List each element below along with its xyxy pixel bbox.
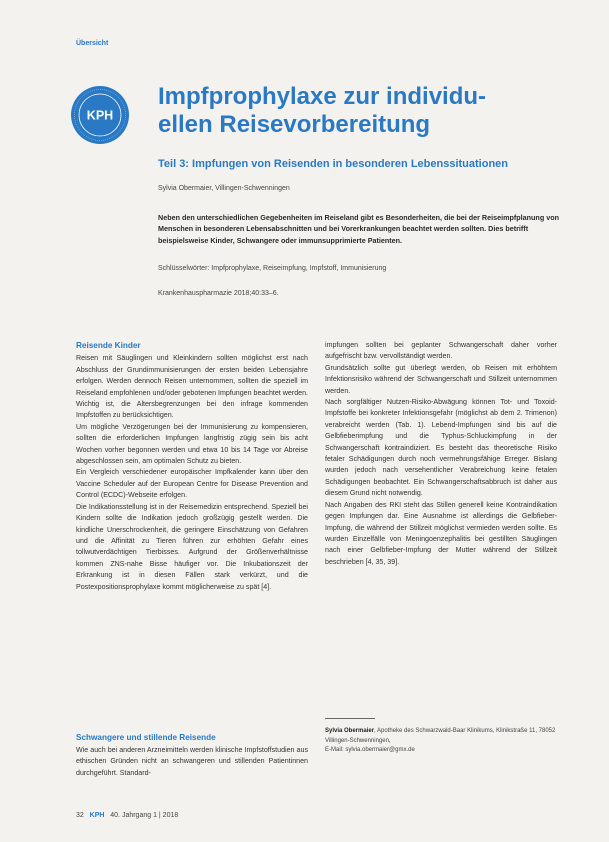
author-affiliation — [325, 727, 565, 756]
paragraph: Grundsätzlich sollte gut überlegt werden, ob Reisen mit erhöhtem Infektionsrisiko während der Schwangerschaft und Stillzeit unternommen werden. — [325, 363, 557, 395]
paragraph: Die Indikationsstellung ist in der Reisemedizin entsprechend. Speziell bei Kindern sollte die Indikation jedoch großzügig gestellt werden. Die kindliche Unerschrockenheit, die geringere Einschätzung von Gefahren und die Affinität zu Tieren führen zur erhöhten Gefahr eines tollwutverdächtigen Tierbisses. Aufgrund der Größenverhältnisse kommen ZNS-nahe Bisse häufiger vor. Die Inkubationszeit der Erkrankung ist in diesen Fällen stark verkürzt, und die Postexpositionsprophylaxe kommt möglicherweise zu spät [4]. — [76, 502, 308, 591]
paragraph: Nach Angaben des RKI steht das Stillen generell keine Kontraindikation gegen Impfungen dar. Eine Ausnahme ist allerdings die Gelbfieber-Impfung, die während der Stillzeit möglichst vermieden werden sollte. Es wurden Einzelfälle von Meningoenzephalitis bei gestillten Säuglingen nach einer Gelbfieber-Impfung der Mutter während der Stillzeit beschrieben [4, 35, 39]. — [325, 500, 557, 566]
kph-logo — [70, 85, 130, 145]
author-line: Sylvia Obermaier, Villingen-Schwenningen — [158, 185, 290, 192]
abstract: Neben den unterschiedlichen Gegebenheiten im Reiseland gibt es Besonderheiten, die bei der Reiseimpfplanung von Menschen in besonderen Lebensabschnitten und bei Vorerkrankungen beachtet werden sollten. Dies betrifft beispielsweise Kinder, Schwangere oder immunsupprimierte Patienten. — [158, 213, 559, 245]
article-title — [158, 83, 578, 139]
citation: Krankenhauspharmazie 2018;40:33–6. — [158, 290, 279, 297]
keywords: Schlüsselwörter: Impfprophylaxe, Reiseimpfung, Impfstoff, Immunisierung — [158, 265, 387, 272]
affiliation-text: , Apotheke des Schwarzwald-Baar Klinikums, Klinikstraße 11, 78052 Villingen-Schwenningen, — [325, 728, 556, 744]
section-heading-schwangere: Schwangere und stillende Reisende — [76, 733, 216, 742]
column-left-continued — [76, 745, 308, 779]
affiliation-divider — [325, 718, 375, 719]
page-number: 32 — [76, 812, 84, 819]
affiliation-name: Sylvia Obermaier — [325, 728, 375, 734]
column-left — [76, 340, 308, 593]
title-line-1: Impfprophylaxe zur individu- — [158, 83, 487, 110]
affiliation-email: E-Mail: sylvia.obermaier@gmx.de — [325, 747, 415, 753]
footer-issue: 40. Jahrgang 1 | 2018 — [110, 812, 179, 819]
section-heading-kinder: Reisende Kinder — [76, 341, 141, 350]
paragraph: Nach sorgfältiger Nutzen-Risiko-Abwägung können Tot- und Toxoid-Impfstoffe bei konkreter Infektionsgefahr (möglichst ab dem 2. Trimenon) verabreicht werden (Tab. 1). Lebend-Impfungen sind bis auf die Gelbfieberimpfung und die Typhus-Schluckimpfung in der Schwangerschaft kontraindiziert. Es besteht das theoretische Risiko fetaler Schädigungen durch noch vermehrungsfähige Erreger. Bislang wurden jedoch nach versehentlicher Verabreichung keine fetalen Schädigungen beobachtet. Ein Schwangerschaftsabbruch ist daher aus diesem Grund nicht notwendig. — [325, 398, 557, 498]
page-footer — [76, 812, 178, 819]
paragraph: Um mögliche Verzögerungen bei der Immunisierung zu kompensieren, sollten die erforderlichen Impfungen langfristig zügig sein bis acht Wochen vorher begonnen werden und etwa 10 bis 14 Tage vor Abreise abgeschlossen sein, am optimalen Schutz zu bieten. — [76, 422, 308, 466]
section-label: Übersicht — [76, 40, 109, 47]
logo-text: KPH — [86, 108, 114, 123]
paragraph: Reisen mit Säuglingen und Kleinkindern sollten möglichst erst nach Abschluss der Grundimmunisierungen der ersten beiden Lebensjahre erfolgen. Werden dennoch Reisen unternommen, sollten die speziell im Reiseland empfohlenen und/oder gebotenen Impfungen beachtet werden. Wichtig ist, die Altersbegrenzungen bei den infrage kommenden Impfstoffen zu berücksichtigen. — [76, 354, 308, 420]
column-right — [325, 340, 557, 568]
footer-brand: KPH — [89, 812, 105, 819]
paragraph: Ein Vergleich verschiedener europäischer Impfkalender kann über den Vaccine Scheduler auf der European Centre for Disease Prevention and Control (ECDC)-Webseite erfolgen. — [76, 468, 308, 500]
paragraph: impfungen sollten bei geplanter Schwangerschaft daher vorher aufgefrischt bzw. vervollständigt werden. — [325, 341, 557, 361]
title-line-2: ellen Reisevorbereitung — [158, 111, 431, 138]
article-subtitle: Teil 3: Impfungen von Reisenden in besonderen Lebenssituationen — [158, 158, 509, 170]
paragraph: Wie auch bei anderen Arzneimitteln werden klinische Impfstoffstudien aus ethischen Gründen nicht an schwangeren und stillenden Patientinnen durchgeführt. Standard- — [76, 746, 308, 777]
